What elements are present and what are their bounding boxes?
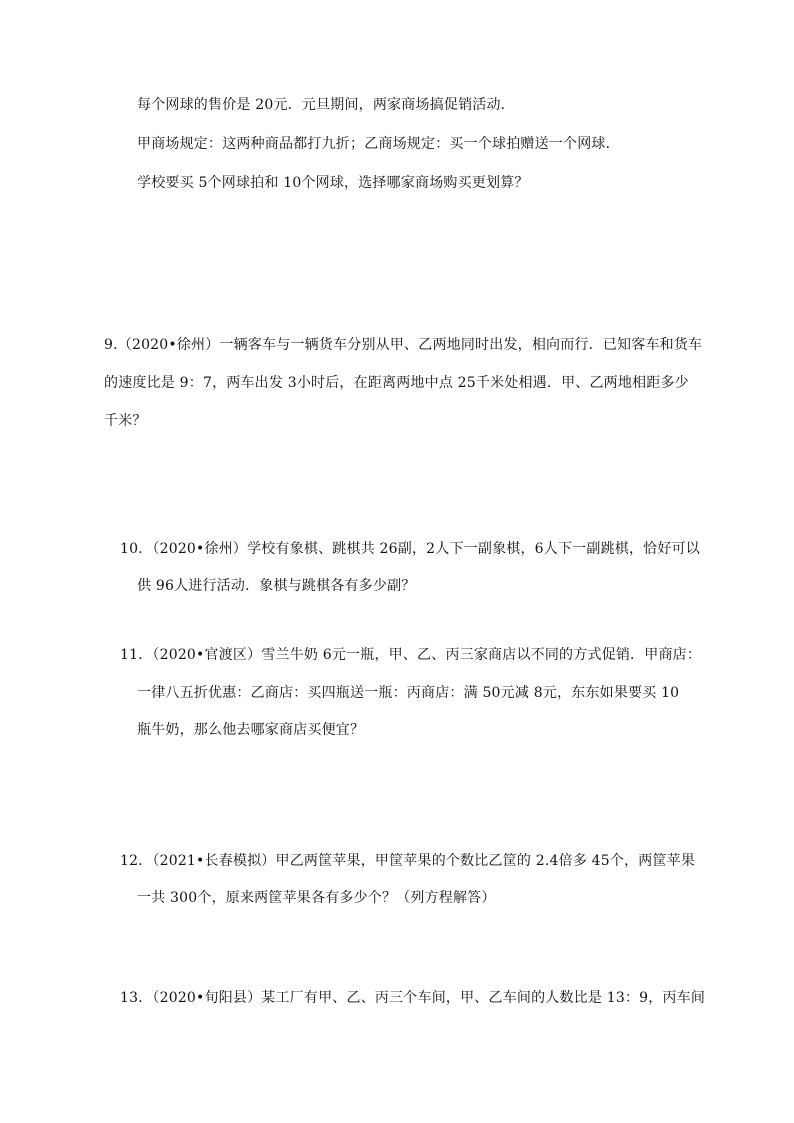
text-line: 11．（2020•官渡区）雪兰牛奶 6元一瓶，甲、乙、丙三家商店以不同的方式促销．甲商店：	[120, 647, 702, 663]
text-line: 一律八五折优惠：乙商店：买四瓶送一瓶：丙商店：满 50元减 8元，东东如果要买 10	[137, 685, 680, 701]
text-line: 的速度比是 9：7，两车出发 3小时后，在距离两地中点 25千米处相遇．甲、乙两地相距多少	[104, 375, 689, 391]
text-line: 12．（2021•长春模拟）甲乙两筐苹果，甲筐苹果的个数比乙筐的 2.4倍多 45个，两筐苹果	[120, 853, 696, 869]
text-line: 9.（2020•徐州）一辆客车与一辆货车分别从甲、乙两地同时出发，相向而行．已知客车和货车	[104, 337, 703, 353]
text-line: 千米？	[104, 413, 147, 429]
text-line: 甲商场规定：这两种商品都打九折；乙商场规定：买一个球拍赠送一个网球．	[137, 136, 620, 152]
text-line: 供 96人进行活动．象棋与跳棋各有多少副？	[137, 578, 416, 594]
text-line: 瓶牛奶，那么他去哪家商店买便宜？	[137, 722, 365, 738]
text-line: 一共 300个，原来两筐苹果各有多少个？（列方程解答）	[137, 890, 496, 906]
text-line: 10．（2020•徐州）学校有象棋、跳棋共 26副，2人下一副象棋，6人下一副跳棋，恰好可以	[120, 541, 700, 557]
text-line: 学校要买 5个网球拍和 10个网球，选择哪家商场购买更划算？	[137, 175, 529, 191]
text-line: 每个网球的售价是 20元．元旦期间，两家商场搞促销活动．	[137, 97, 515, 113]
text-line: 13．（2020•旬阳县）某工厂有甲、乙、丙三个车间，甲、乙车间的人数比是 13：9，丙车间	[120, 990, 706, 1006]
